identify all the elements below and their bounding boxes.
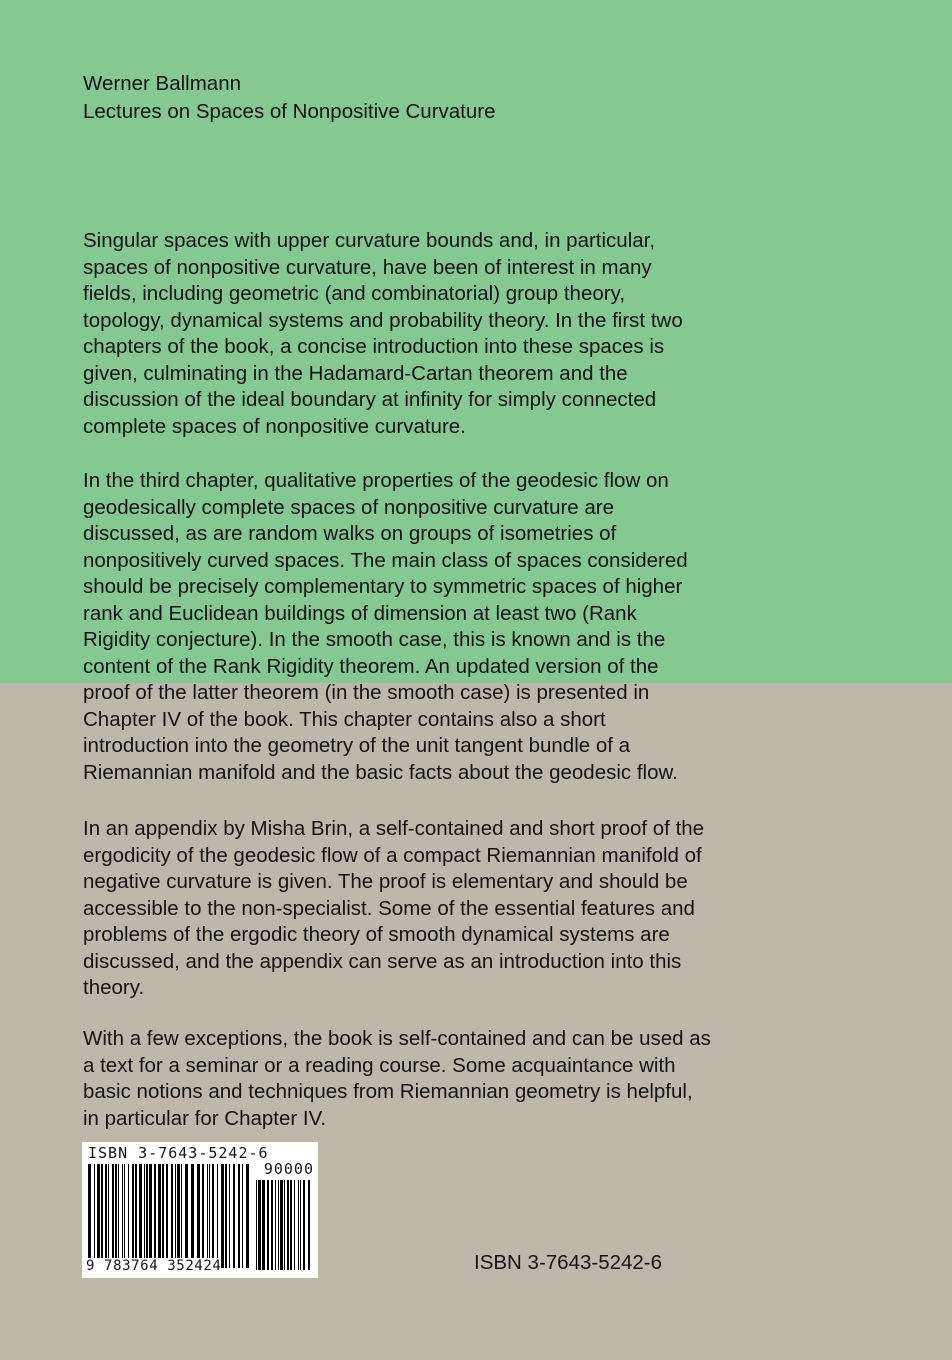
barcode-bar — [149, 1164, 152, 1268]
blurb-line: fields, including geometric (and combinatorial) group theory, — [83, 282, 626, 305]
barcode-bar — [112, 1164, 114, 1268]
barcode-bar — [207, 1164, 208, 1268]
barcode-bar — [101, 1164, 103, 1268]
barcode-bar — [225, 1164, 227, 1268]
barcode-bar — [300, 1180, 301, 1270]
barcode-bar — [115, 1164, 117, 1268]
blurb-line: accessible to the non-specialist. Some of the essential features and — [83, 896, 695, 920]
barcode-ean-number: 9 783764 352424 — [86, 1258, 222, 1274]
barcode-bar — [258, 1180, 261, 1270]
barcode-bar — [303, 1180, 305, 1270]
barcode-bar — [233, 1164, 235, 1268]
barcode-bar — [267, 1180, 269, 1270]
blurb-line: discussed, and the appendix can serve as an introduction into this — [83, 949, 682, 973]
barcode-bar — [217, 1164, 218, 1268]
blurb-line: negative curvature is given. The proof is elementary and should be — [83, 870, 688, 893]
isbn-barcode — [82, 1142, 318, 1278]
barcode-bar — [278, 1180, 279, 1270]
blurb-line: proof of the latter theorem (in the smooth case) is presented in — [83, 681, 650, 704]
barcode-bar — [162, 1164, 164, 1268]
barcode-bar — [221, 1164, 224, 1268]
barcode-bar — [181, 1164, 182, 1268]
barcode-bar — [262, 1180, 265, 1270]
blurb-line: introduction into the geometry of the unit tangent bundle of a — [83, 734, 631, 757]
blurb-line: Riemannian manifold and the basic facts about the geodesic flow. — [83, 760, 678, 784]
barcode-bar — [177, 1164, 180, 1268]
barcode-bar — [88, 1164, 91, 1268]
blurb-line: Chapter IV of the book. This chapter contains also a short — [83, 707, 606, 731]
barcode-bar — [144, 1164, 145, 1268]
barcode-bar — [290, 1180, 292, 1270]
blurb-line: problems of the ergodic theory of smooth dynamical systems are — [83, 923, 670, 946]
isbn-text: ISBN 3-7643-5242-6 — [474, 1251, 663, 1274]
blurb-line: rank and Euclidean buildings of dimension at least two (Rank — [83, 601, 637, 625]
barcode-bar — [105, 1164, 107, 1268]
blurb-line: geodesically complete spaces of nonpositive curvature are — [83, 495, 615, 519]
barcode-bar — [146, 1164, 148, 1268]
barcode-bar — [158, 1164, 161, 1268]
barcode-addon-bars — [256, 1180, 312, 1270]
blurb-line: discussion of the ideal boundary at infinity for simply connected — [83, 388, 657, 411]
blurb-paragraph-3 — [83, 816, 704, 1002]
blurb-paragraph-4 — [83, 1026, 711, 1132]
barcode-bar — [256, 1180, 257, 1270]
blurb-line: chapters of the book, a concise introduction into these spaces is — [83, 335, 665, 358]
blurb-paragraph-1 — [83, 228, 683, 440]
barcode-bar — [135, 1164, 137, 1268]
blurb-line: spaces of nonpositive curvature, have been of interest in many — [83, 255, 652, 279]
barcode-bar — [284, 1180, 285, 1270]
barcode-bar — [97, 1164, 100, 1268]
blurb-line: nonpositively curved spaces. The main class of spaces considered — [83, 548, 688, 572]
barcode-bar — [175, 1164, 176, 1268]
barcode-bar — [191, 1164, 194, 1268]
barcode-bar — [108, 1164, 109, 1268]
barcode-bar — [275, 1180, 276, 1270]
barcode-bar — [118, 1164, 119, 1268]
barcode-bar — [154, 1164, 156, 1268]
barcode-bar — [298, 1180, 299, 1270]
barcode-addon-number: 90000 — [263, 1160, 314, 1178]
barcode-bar — [229, 1164, 230, 1268]
author-name: Werner Ballmann — [83, 72, 241, 95]
barcode-bar — [238, 1164, 240, 1268]
blurb-line: should be precisely complementary to symmetric spaces of higher — [83, 575, 683, 598]
barcode-bar — [242, 1164, 243, 1268]
blurb-line: basic notions and techniques from Riemannian geometry is helpful, — [83, 1080, 693, 1103]
barcode-bar — [94, 1164, 95, 1268]
blurb-line: content of the Rank Rigidity theorem. An updated version of the — [83, 654, 659, 678]
blurb-line: discussed, as are random walks on groups of isometries of — [83, 522, 617, 545]
barcode-bar — [124, 1164, 125, 1268]
barcode-bar — [166, 1164, 168, 1268]
blurb-line: ergodicity of the geodesic flow of a compact Riemannian manifold of — [83, 843, 702, 867]
barcode-bar — [294, 1180, 295, 1270]
barcode-bar — [287, 1180, 289, 1270]
book-title: Lectures on Spaces of Nonpositive Curvature — [83, 100, 496, 123]
blurb-line: In the third chapter, qualitative properties of the geodesic flow on — [83, 469, 669, 492]
barcode-bar — [308, 1180, 310, 1270]
blurb-line: Rigidity conjecture). In the smooth case, this is known and is the — [83, 628, 666, 651]
blurb-line: Singular spaces with upper curvature bounds and, in particular, — [83, 229, 656, 252]
blurb-line: theory. — [83, 976, 145, 999]
barcode-bar — [128, 1164, 129, 1268]
barcode-main-bars — [88, 1164, 252, 1268]
cover-header — [83, 70, 496, 126]
blurb-paragraph-2 — [83, 468, 688, 786]
blurb-line: In an appendix by Misha Brin, a self-contained and short proof of the — [83, 817, 705, 840]
barcode-bar — [212, 1164, 214, 1268]
blurb-line: topology, dynamical systems and probability theory. In the first two — [83, 308, 683, 332]
blurb-line: in particular for Chapter IV. — [83, 1106, 327, 1130]
barcode-bar — [122, 1164, 123, 1268]
blurb-line: With a few exceptions, the book is self-contained and can be used as — [83, 1027, 711, 1050]
blurb-line: complete spaces of nonpositive curvature. — [83, 414, 466, 438]
barcode-bar — [132, 1164, 134, 1268]
barcode-bar — [197, 1164, 200, 1268]
barcode-bar — [280, 1180, 283, 1270]
barcode-bar — [246, 1164, 249, 1268]
barcode-bar — [139, 1164, 142, 1268]
barcode-bar — [209, 1164, 210, 1268]
blurb-line: given, culminating in the Hadamard-Cartan theorem and the — [83, 361, 628, 385]
barcode-bar — [171, 1164, 173, 1268]
barcode-bar — [202, 1164, 204, 1268]
barcode-bar — [185, 1164, 188, 1268]
barcode-bar — [271, 1180, 273, 1270]
barcode-isbn-label: ISBN 3-7643-5242-6 — [88, 1144, 269, 1162]
blurb-line: a text for a seminar or a reading course. Some acquaintance with — [83, 1053, 676, 1077]
